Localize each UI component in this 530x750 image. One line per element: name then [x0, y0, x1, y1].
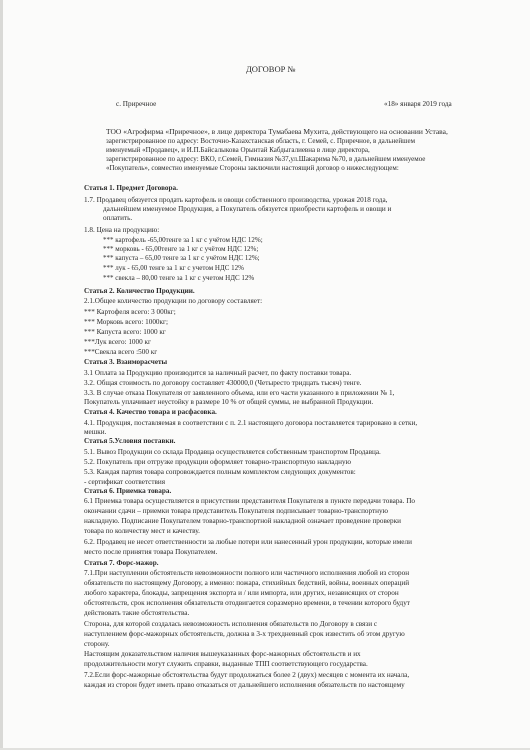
price-intro: 1.8. Цена на продукцию:	[84, 226, 160, 234]
article-2-intro: 2.1.Общее количество продукции по договору составляет:	[84, 297, 263, 305]
article-7-text: наступлением форс-мажорных обстоятельств, должна в 3-х трехдневный срок известить об этом другую	[84, 630, 405, 638]
preamble-line: «Покупатель», совместно именуемые Стороны заключили настоящий договор о нижеследующем:	[106, 164, 399, 172]
article-4-heading: Статья 4. Качество товара и расфасовка.	[84, 408, 217, 416]
article-2-heading: Статья 2. Количество Продукции.	[84, 287, 195, 295]
price-item: *** морковь - 65,00тенге за 1 кг с учётом НДС 12%;	[103, 245, 259, 253]
article-3-text: 3.3. В случае отказа Покупателя от заявленного объема, или его части указанного в приложении № 1,	[84, 389, 395, 397]
preamble-line: именуемый «Продавец», и И.П.Байсалыкова Орынтай Кабдыгалиевна в лице директора,	[106, 146, 370, 154]
quantity-item: *** Капуста всего: 1000 кг	[84, 328, 166, 336]
price-item: *** картофель -65,00тенге за 1 кг с учётом НДС 12%;	[103, 236, 263, 244]
quantity-item: *** Морковь всего: 1000кг;	[84, 318, 168, 326]
article-7-text: Сторона, для которой создалась невозможность исполнения обязательств по Договору в связи с	[84, 620, 378, 628]
article-7-text: каждая из сторон будет иметь право отказаться от дальнейшего исполнения обязательств по настоящему	[84, 681, 405, 689]
article-3-text: 3.1 Оплата за Продукцию производится за наличный расчет, по факту поставки товара.	[84, 369, 352, 377]
article-6-heading: Статья 6. Приемка товара.	[84, 487, 172, 495]
price-item: *** свекла – 80,00 тенге за 1 кг с учетом НДС 12%	[103, 274, 255, 282]
quantity-item: *** Картофеля всего: 3 000кг;	[84, 308, 176, 316]
article-7-text: действовать такие обстоятельства.	[84, 609, 190, 617]
article-6-text: накладную. Подписание Покупателем товарно-транспортной накладной означает проведение проверки	[84, 517, 401, 525]
preamble-line: зарегистрированное по адресу: Восточно-Казахстанская область, г. Семей, с. Приречное, в дальнейшем	[106, 137, 416, 145]
article-5-text: 5.2. Покупатель при отгрузке продукции оформляет товарно-транспортную накладную	[84, 458, 351, 466]
contract-place: с. Приречное	[116, 100, 157, 108]
contract-date: «18» января 2019 года	[384, 100, 452, 108]
preamble-line: зарегистрированное по адресу: ВКО, г.Семей, Гимназия №37,ул.Шакарима №70, в дальнейшем именуемое	[106, 155, 426, 163]
preamble-line: ТОО «Агрофирма «Приречное», в лице директора Тумабаева Мухита, действующего на основании Устава,	[106, 127, 448, 136]
article-1-text: оплатить.	[103, 214, 133, 222]
article-7-text: любого характера, блокады, запрещения экспорта и / или импорта, или других, независящих от сторон	[84, 589, 399, 597]
article-4-text: 4.1. Продукция, поставляемая в соответствии с п. 2.1 настоящего договора поставляется тарировано в сетки,	[84, 419, 418, 427]
article-6-text: товара по количеству мест и качеству.	[84, 527, 200, 535]
article-7-text: обязательств по настоящему Договору, а именно: пожара, стихийных бедствий, войны, военных операций	[84, 579, 410, 587]
article-7-text: 7.2.Если форс-мажорные обстоятельства будут продолжаться более 2 (двух) месяцев с момента их начала,	[84, 671, 410, 679]
article-3-text: Покупатель уплачивает неустойку в размере 10 % от общей суммы, не выбранной Продукции.	[84, 398, 374, 406]
price-item: *** капуста – 65,00 тенге за 1 кг с учётом НДС 12%;	[103, 254, 260, 262]
article-5-heading: Статья 5.Условия поставки.	[84, 437, 176, 445]
quantity-item: ***Свекла всего :500 кг	[84, 348, 158, 356]
article-6-text: 6.2. Продавец не несет ответственности за любые потери или нанесенный урон продукции, которые имели	[84, 538, 412, 546]
article-5-text: 5.1. Вывоз Продукции со склада Продавца осуществляется собственным транспортом Продавца.	[84, 448, 381, 456]
article-6-text: 6.1 Приемка товара осуществляется в присутствии представителя Покупателя в пункте передачи товара. По	[84, 497, 415, 505]
article-4-text: мешки.	[84, 428, 107, 436]
article-1-text: 1.7. Продавец обязуется продать картофель и овощи собственного производства, урожая 2018 года,	[84, 196, 388, 204]
article-3-text: 3.2. Общая стоимость по договору составляет 430000,0 (Четыресто тридцать тысяч) тенге.	[84, 379, 362, 387]
scan-edge	[0, 0, 3, 750]
article-7-heading: Статья 7. Форс-мажор.	[84, 559, 159, 567]
article-5-text: - сертификат соответствия	[84, 478, 166, 486]
article-7-text: Настоящим доказательством наличия вышеуказанных форс-мажорных обстоятельств и их	[84, 650, 361, 658]
article-5-text: 5.3. Каждая партия товара сопровождается полным комплектом следующих документов:	[84, 468, 356, 476]
article-6-text: место после принятия товара Покупателем.	[84, 548, 218, 556]
article-3-heading: Статья 3. Взаиморасчеты	[84, 358, 168, 366]
quantity-item: ***Лук всего: 1000 кг	[84, 338, 151, 346]
article-1-text: дальнейшем именуемое Продукция, а Покупатель обязуется приобрести картофель и овощи и	[103, 205, 392, 213]
article-7-text: продолжительности могут служить справки, выданные ТПП соответствующего государства.	[84, 660, 368, 668]
document-title: ДОГОВОР №	[246, 64, 296, 74]
article-7-text: сторону.	[84, 640, 110, 648]
article-6-text: окончании сдачи – приемки товара представитель Покупателя подписывает товарно-транспортную	[84, 507, 388, 515]
article-7-text: обстоятельств, срок исполнения обязательств отодвигается соразмерно времени, в течении которого будут	[84, 599, 410, 607]
article-1-heading: Статья 1. Предмет Договора.	[84, 184, 178, 192]
article-7-text: 7.1.При наступлении обстоятельств невозможности полного или частичного исполнения любой из сторон	[84, 569, 410, 577]
price-item: *** лук - 65,00 тенге за 1 кг с учетом НДС 12%	[103, 264, 244, 272]
